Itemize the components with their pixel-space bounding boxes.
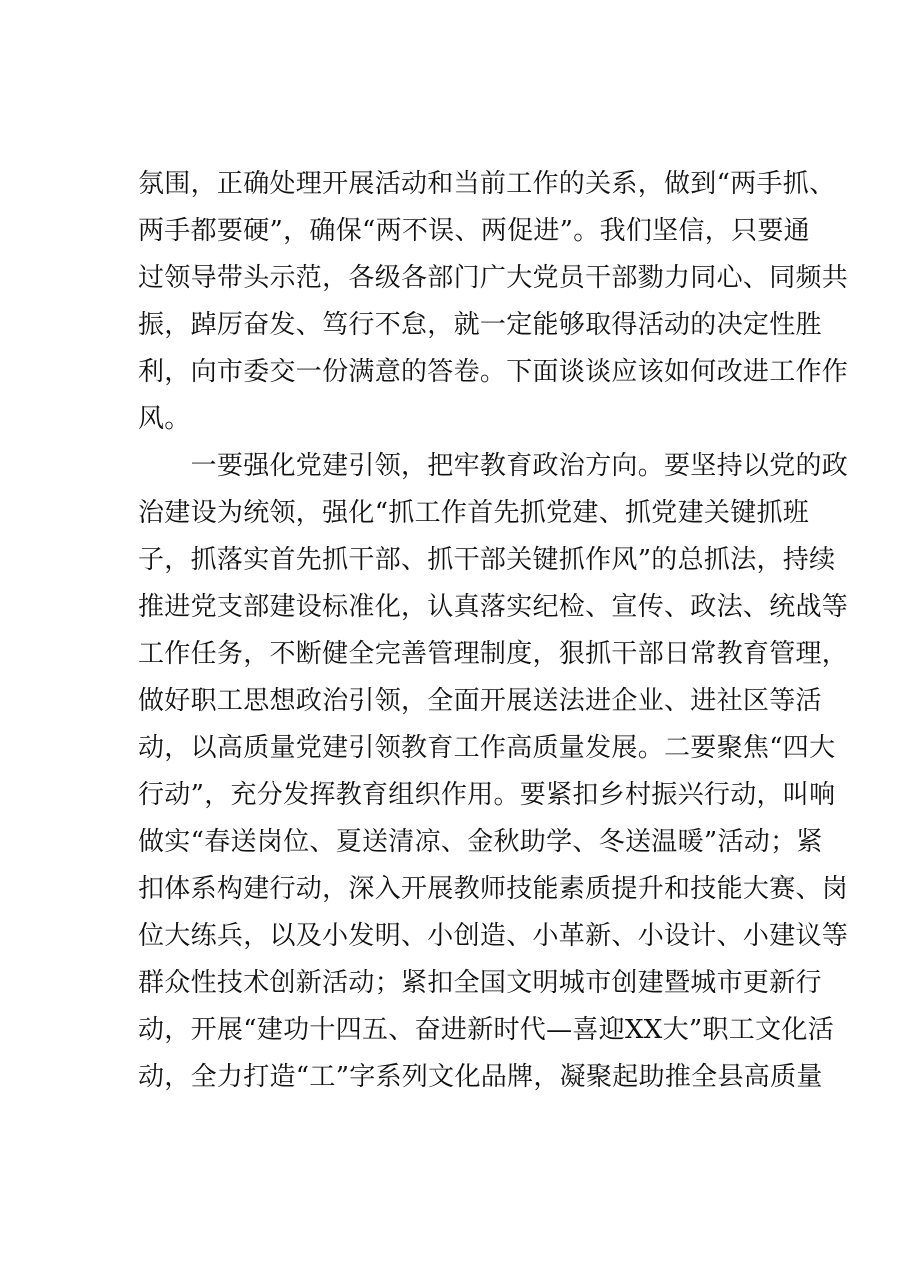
text-line-14: 行动”，充分发挥教育组织作用。要紧扣乡村振兴行动，叫响 (138, 780, 836, 810)
text-line-16: 扣体系构建行动，深入开展教师技能素质提升和技能大赛、岗 (138, 874, 849, 904)
text-line-19: 动，开展“建功十四五、奋进新时代—喜迎XX大”职工文化活 (138, 1015, 835, 1045)
text-line-10: 推进党支部建设标准化，认真落实纪检、宣传、政法、统战等 (138, 592, 849, 622)
text-line-11: 工作任务，不断健全完善管理制度，狠抓干部日常教育管理， (138, 639, 849, 669)
text-line-4: 振，踔厉奋发、笃行不怠，就一定能够取得活动的决定性胜 (138, 310, 822, 340)
text-line-20: 动，全力打造“工”字系列文化品牌，凝聚起助推全县高质量 (138, 1062, 823, 1092)
text-line-6: 风。 (138, 404, 191, 434)
text-line-18: 群众性技术创新活动；紧扣全国文明城市创建暨城市更新行 (138, 968, 822, 998)
text-line-5: 利，向市委交一份满意的答卷。下面谈谈应该如何改进工作作 (138, 357, 849, 387)
text-line-1: 氛围，正确处理开展活动和当前工作的关系，做到“两手抓、 (138, 169, 836, 199)
text-line-8: 治建设为统领，强化“抓工作首先抓党建、抓党建关键抓班 (138, 498, 810, 528)
text-line-9: 子，抓落实首先抓干部、抓干部关键抓作风”的总抓法，持续 (138, 545, 836, 575)
text-line-13: 动，以高质量党建引领教育工作高质量发展。二要聚焦“四大 (138, 733, 836, 763)
text-line-17: 位大练兵，以及小发明、小创造、小革新、小设计、小建议等 (138, 921, 849, 951)
body-text (138, 161, 849, 1101)
text-line-3: 过领导带头示范，各级各部门广大党员干部勠力同心、同频共 (138, 263, 849, 293)
text-line-2: 两手都要硬”，确保“两不误、两促进”。我们坚信，只要通 (138, 216, 810, 246)
text-line-7: 一要强化党建引领，把牢教育政治方向。要坚持以党的政 (138, 451, 849, 481)
text-line-15: 做实“春送岗位、夏送清凉、金秋助学、冬送温暖”活动；紧 (138, 827, 823, 857)
text-line-12: 做好职工思想政治引领，全面开展送法进企业、进社区等活 (138, 686, 822, 716)
